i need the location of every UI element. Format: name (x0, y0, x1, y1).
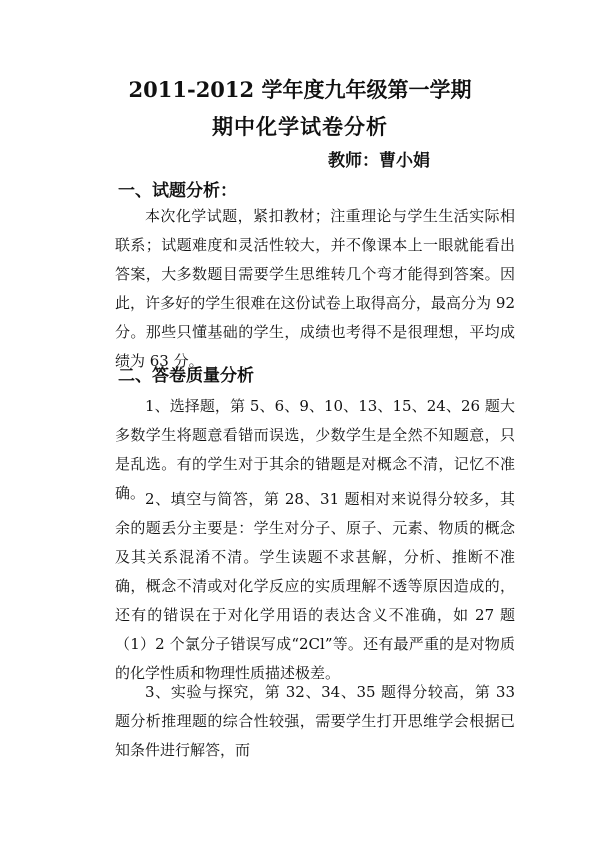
section-heading-answer-quality: 二、答卷质量分析 (118, 366, 254, 386)
teacher-name: 教师：曹小娟 (328, 151, 430, 171)
document-title-line1: 2011-2012 学年度九年级第一学期 (128, 77, 472, 102)
paragraph-multiple-choice: 1、选择题，第 5、6、9、10、13、15、24、26 题大多数学生将题意看错而误选，少数学生是全然不知题意，只是乱选。有的学生对于其余的错题是对概念不清，记忆不准确。 (115, 397, 515, 502)
section-heading-test-analysis: 一、试题分析： (118, 181, 237, 201)
paragraph-test-analysis: 本次化学试题，紧扣教材；注重理论与学生生活实际相联系；试题难度和灵活性较大，并不像课本上一眼就能看出答案，大多数题目需要学生思维转几个弯才能得到答案。因此，许多好的学生很难在这份试卷上取得高分，最高分为 92 分。那些只懂基础的学生，成绩也考得不是很理想，平均成绩为 63 分。 (115, 207, 515, 370)
paragraph-fill-in-answers: 2、填空与简答，第 28、31 题相对来说得分较多，其余的题丢分主要是：学生对分子、原子、元素、物质的概念及其关系混淆不清。学生读题不求甚解，分析、推断不准确，概念不清或对化学反应的实质理解不透等原因造成的，还有的错误在于对化学用语的表达含义不准确，如 27 题（1）2 个氯分子错误写成“2Cl”等。还有最严重的是对物质的化学性质和物理性质描述极差。 (115, 490, 515, 682)
document-title-line2: 期中化学试卷分析 (212, 114, 388, 139)
paragraph-experiment-inquiry: 3、实验与探究，第 32、34、35 题得分较高，第 33 题分析推理题的综合性较强，需要学生打开思维学会根据已知条件进行解答，而 (115, 683, 515, 759)
